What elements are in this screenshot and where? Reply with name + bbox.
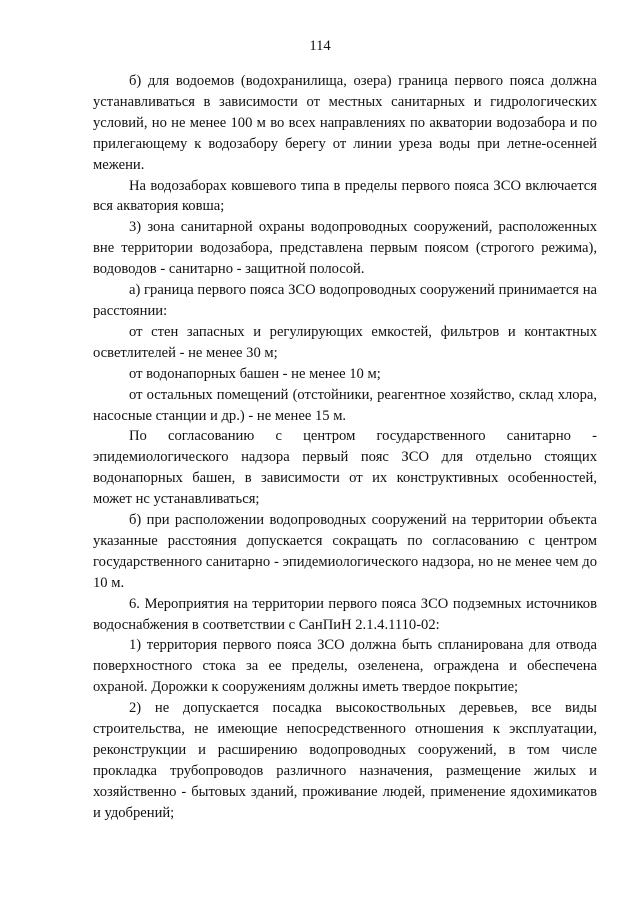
paragraph-3-waterworks-zone: 3) зона санитарной охраны водопроводных сооружений, расположенных вне территории водозабора, представлена первым поясом (строгого режима), водоводов - санитарно - защитной полосой. <box>93 219 597 278</box>
paragraph-bucket-intakes: На водозаборах ковшевого типа в пределы первого пояса ЗСО включается вся акватория ковша; <box>93 177 597 215</box>
paragraph-a-boundary: а) граница первого пояса ЗСО водопроводных сооружений принимается на расстоянии: <box>93 282 597 319</box>
paragraph-b-reservoirs: б) для водоемов (водохранилища, озера) граница первого пояса должна устанавливаться в зависимости от местных санитарных и гидрологических условий, но не менее 100 м во всех направлениях по акватории водозабора и по прилегающему к водозабору берегу от линии уреза воды при летне-осенней межени. <box>93 73 597 173</box>
paragraph-1-territory: 1) территория первого пояса ЗСО должна быть спланирована для отвода поверхностного стока за ее пределы, озеленена, ограждена и обеспечена охраной. Дорожки к сооружениям должны иметь твердое покрытие; <box>93 637 597 696</box>
paragraph-distance-towers: от водонапорных башен - не менее 10 м; <box>129 365 381 382</box>
page-number: 114 <box>309 38 331 54</box>
paragraph-b-reduction: б) при расположении водопроводных сооружений на территории объекта указанные расстояния допускается сокращать по согласованию с центром государственного санитарно - эпидемиологического надзора, но не менее чем до 10 м. <box>93 512 597 591</box>
paragraph-distance-other: от остальных помещений (отстойники, реагентное хозяйство, склад хлора, насосные станции и др.) - не менее 15 м. <box>93 386 597 424</box>
paragraph-2-prohibitions: 2) не допускается посадка высокоствольных деревьев, все виды строительства, не имеющие непосредственного отношения к эксплуатации, реконструкции и расширению водопроводных сооружений, в том числе прокладка трубопроводов различного назначения, размещение жилых и хозяйственно - бытовых зданий, проживание людей, применение ядохимикатов и удобрений; <box>93 700 597 821</box>
paragraph-distance-tanks: от стен запасных и регулирующих емкостей, фильтров и контактных осветлителей - не менее 30 м; <box>93 323 597 361</box>
paragraph-6-measures: 6. Мероприятия на территории первого пояса ЗСО подземных источников водоснабжения в соответствии с СанПиН 2.1.4.1110-02: <box>93 595 597 633</box>
document-body <box>93 71 597 824</box>
paragraph-agreement: По согласованию с центром государственного санитарно - эпидемиологического надзора первый пояс ЗСО для отдельно стоящих водонапорных башен, в зависимости от их конструктивных особенностей, может нс устанавливаться; <box>93 428 597 508</box>
